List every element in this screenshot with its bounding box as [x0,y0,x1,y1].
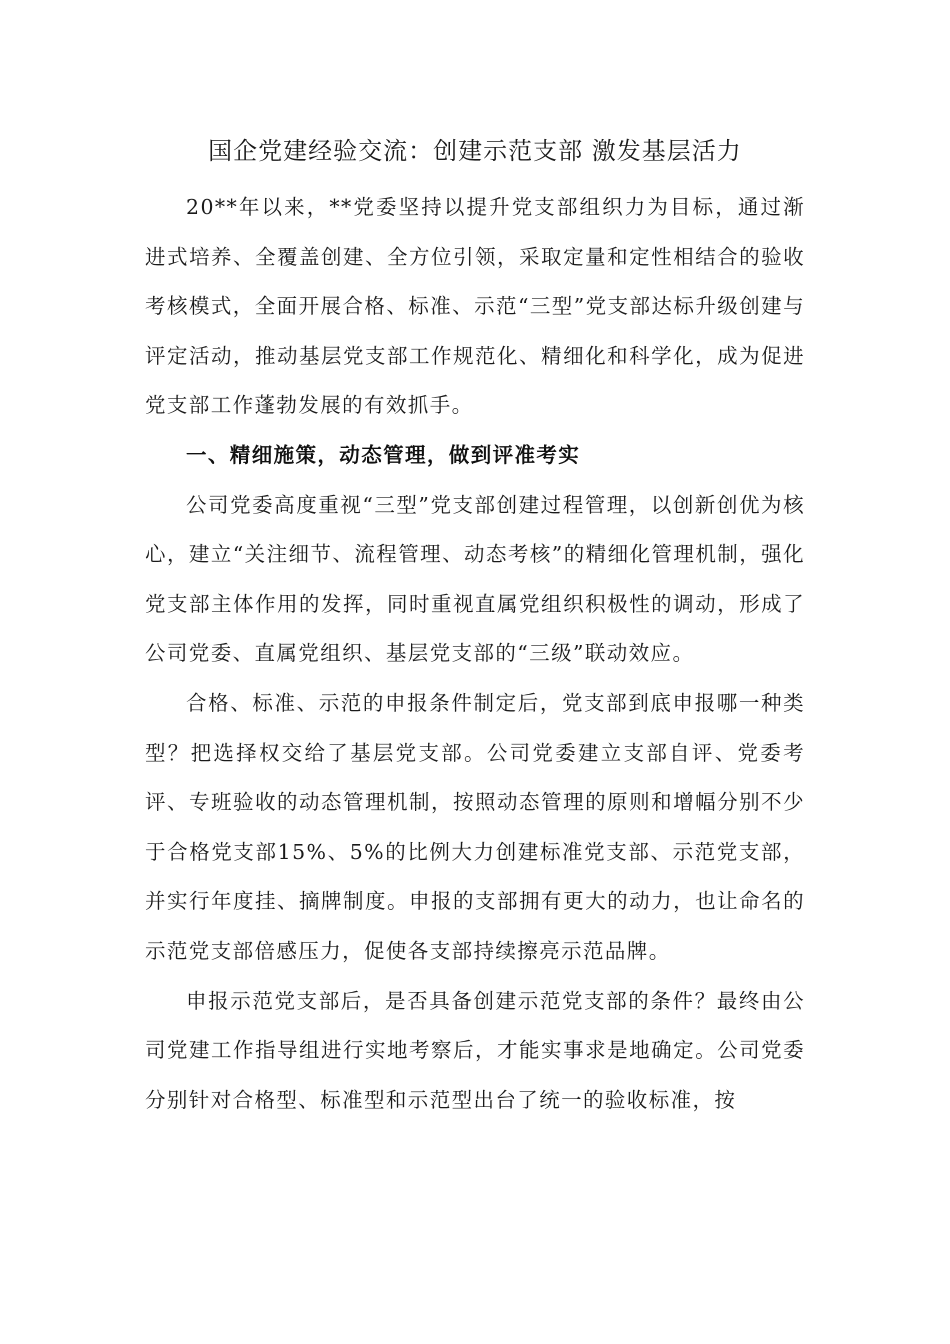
intro-paragraph: 20**年以来，**党委坚持以提升党支部组织力为目标，通过渐进式培养、全覆盖创建、全方位引领，采取定量和定性相结合的验收考核模式，全面开展合格、标准、示范“三型”党支部达标升级创建与评定活动，推动基层党支部工作规范化、精细化和科学化，成为促进党支部工作蓬勃发展的有效抓手。 [145,195,805,418]
document-body [145,183,805,1125]
section-paragraph-1: 公司党委高度重视“三型”党支部创建过程管理，以创新创优为核心，建立“关注细节、流程管理、动态考核”的精细化管理机制，强化党支部主体作用的发挥，同时重视直属党组织积极性的调动，形成了公司党委、直属党组织、基层党支部的“三级”联动效应。 [145,492,805,666]
document-title: 国企党建经验交流：创建示范支部 激发基层活力 [208,137,742,165]
section-heading: 一、精细施策，动态管理，做到评准考实 [186,442,581,467]
section-paragraph-2: 合格、标准、示范的申报条件制定后，党支部到底申报哪一种类型？把选择权交给了基层党支部。公司党委建立支部自评、党委考评、专班验收的动态管理机制，按照动态管理的原则和增幅分别不少于合格党支部15%、5%的比例大力创建标准党支部、示范党支部，并实行年度挂、摘牌制度。申报的支部拥有更大的动力，也让命名的示范党支部倍感压力，促使各支部持续擦亮示范品牌。 [145,690,805,963]
section-paragraph-3: 申报示范党支部后，是否具备创建示范党支部的条件？最终由公司党建工作指导组进行实地考察后，才能实事求是地确定。公司党委分别针对合格型、标准型和示范型出台了统一的验收标准，按 [145,988,805,1112]
